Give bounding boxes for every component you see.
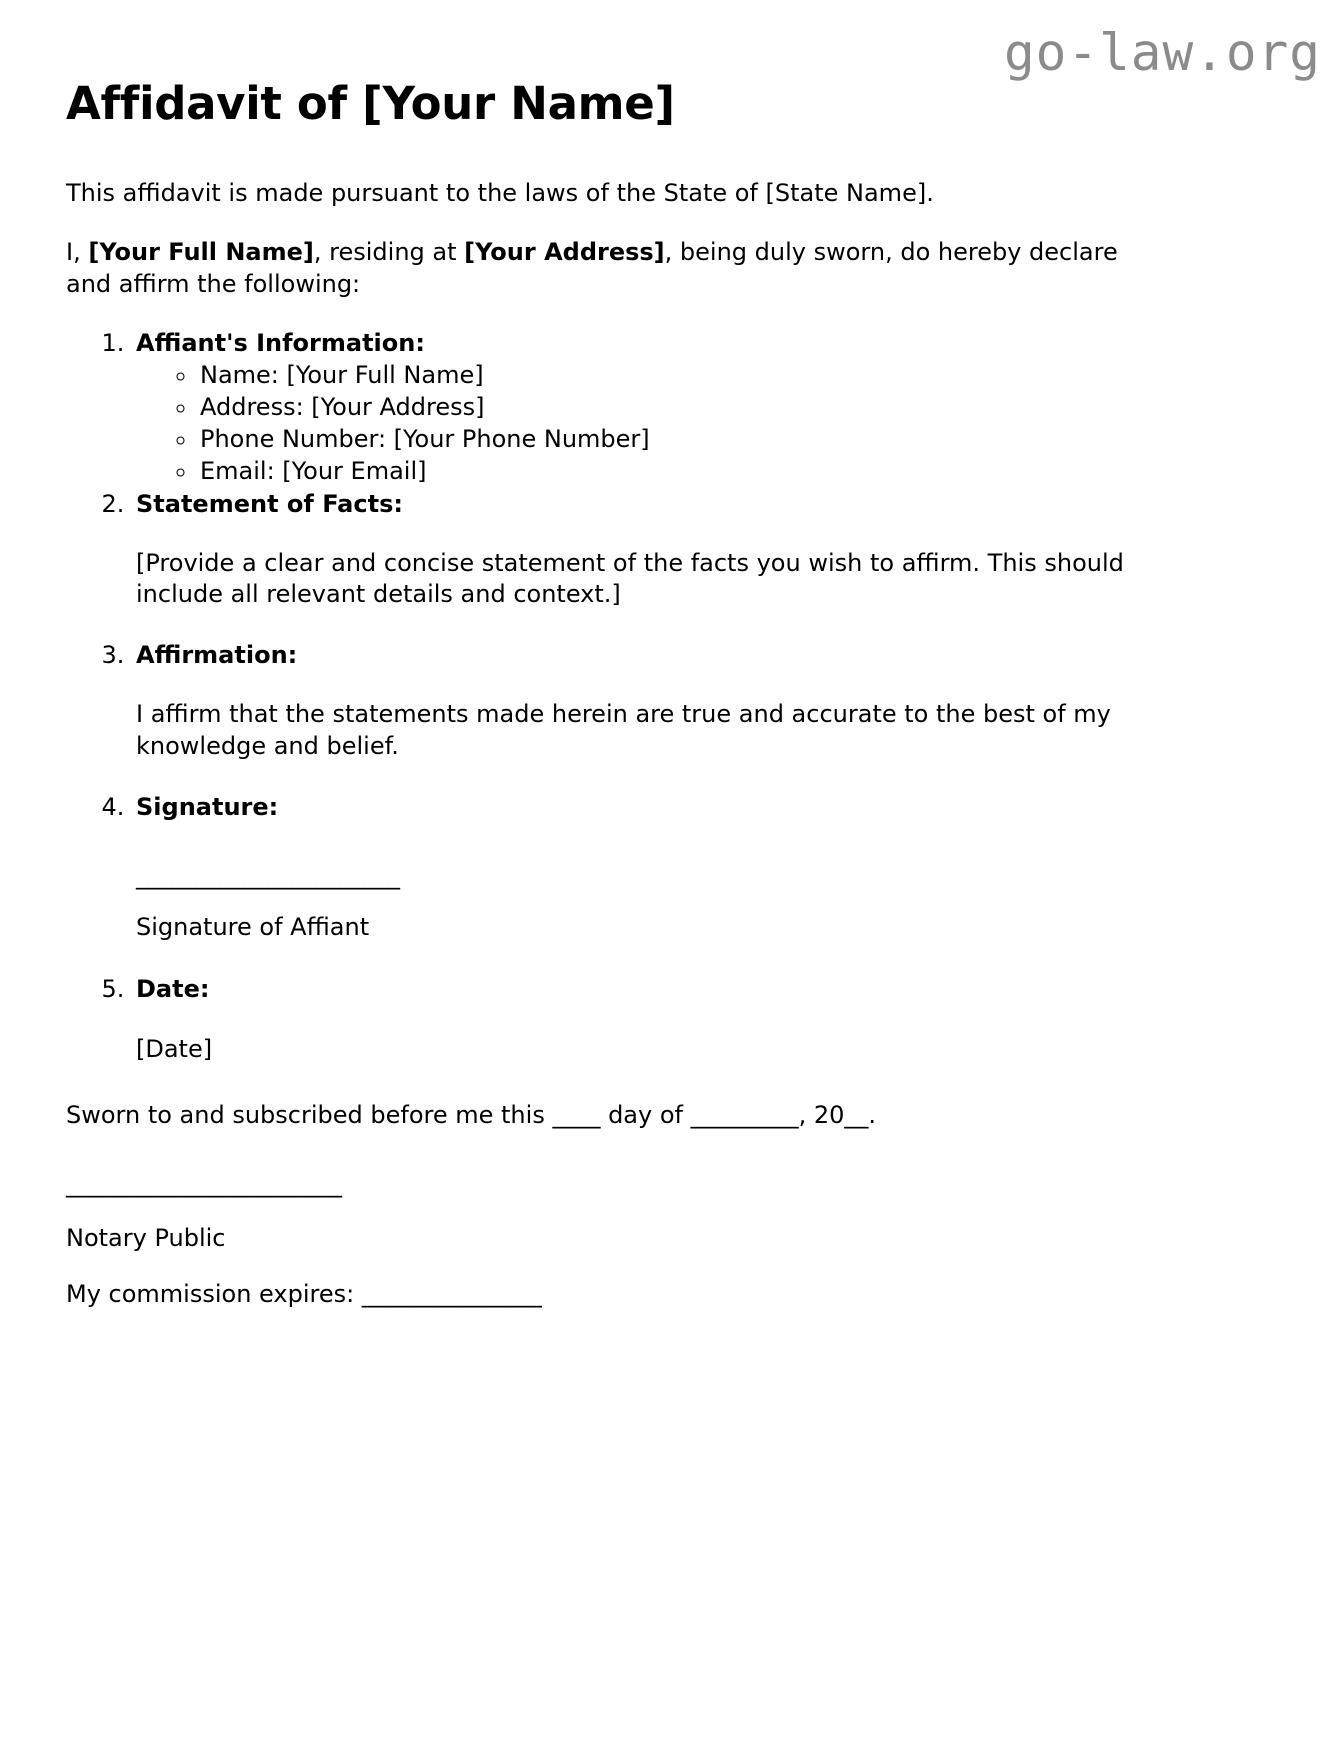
section-heading-date: Date: <box>136 975 210 1004</box>
statement-of-facts-body: [Provide a clear and concise statement of the facts you wish to affirm. This should include all relevant details and context.] <box>136 548 1124 609</box>
section-heading-signature: Signature: <box>136 792 279 821</box>
list-item: ◦ Name: [Your Full Name] <box>198 359 1126 391</box>
section-heading-affiant-information: Affiant's Information: <box>136 328 425 357</box>
affirmation-body: I affirm that the statements made herein are true and accurate to the best of my knowledge and belief. <box>136 700 1111 760</box>
signature-caption: Signature of Affiant <box>136 913 370 942</box>
section-affiant-information <box>132 327 1126 488</box>
intro-paragraph: This affidavit is made pursuant to the laws of the State of [State Name]. <box>66 178 934 207</box>
affiant-name-placeholder: [Your Full Name] <box>88 238 314 267</box>
declaration-lead: I, <box>66 238 89 267</box>
commission-expires: My commission expires: _______________ <box>66 1279 542 1308</box>
section-affirmation <box>132 639 1126 763</box>
affiant-info-list <box>136 359 1126 488</box>
section-heading-affirmation: Affirmation: <box>136 641 298 670</box>
notary-signature-rule: _______________________ <box>66 1170 342 1199</box>
document-body <box>66 78 1126 1308</box>
section-heading-statement-of-facts: Statement of Facts: <box>136 489 403 518</box>
sworn-statement: Sworn to and subscribed before me this ____ day of _________, 20__. <box>66 1100 877 1129</box>
affidavit-sections-list <box>66 327 1126 1066</box>
date-value: [Date] <box>136 1035 213 1064</box>
list-item: ◦ Address: [Your Address] <box>198 391 1126 423</box>
section-date <box>132 973 1126 1065</box>
section-signature <box>132 791 1126 944</box>
section-statement-of-facts <box>132 488 1126 612</box>
page-title: Affidavit of [Your Name] <box>66 77 675 130</box>
affiant-address-placeholder: [Your Address] <box>464 238 665 267</box>
site-watermark: go-law.org <box>1003 24 1321 83</box>
declaration-paragraph <box>66 237 1126 300</box>
notary-public-label: Notary Public <box>66 1223 226 1252</box>
list-item: ◦ Phone Number: [Your Phone Number] <box>198 423 1126 455</box>
declaration-tail: , being duly sworn, do hereby declare and affirm the following: <box>66 238 1118 299</box>
declaration-mid: , residing at <box>313 238 465 267</box>
signature-rule: ______________________ <box>136 861 400 890</box>
notary-block <box>66 1100 1126 1308</box>
list-item: ◦ Email: [Your Email] <box>198 455 1126 487</box>
